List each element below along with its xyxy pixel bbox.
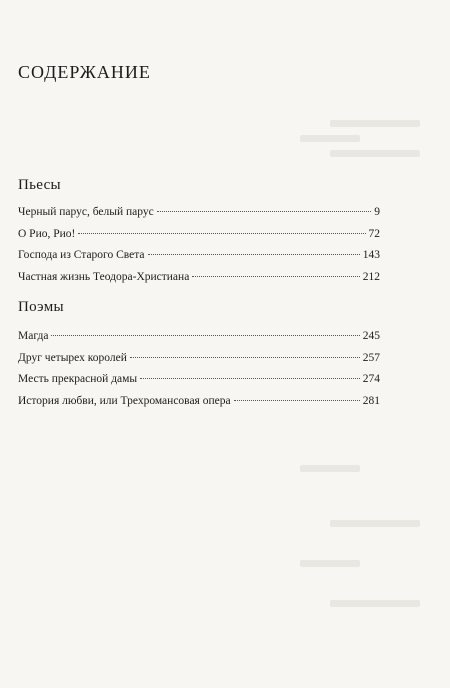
toc-entry-title: Магда xyxy=(18,330,49,342)
toc-entry-title: История любви, или Трехромансовая опера xyxy=(18,394,231,407)
toc-entry-page: 274 xyxy=(362,373,380,385)
toc-entry[interactable] xyxy=(18,330,380,352)
toc-entry-page: 281 xyxy=(362,394,380,407)
toc-entry[interactable] xyxy=(18,352,380,374)
toc-entry-page: 212 xyxy=(362,270,380,283)
toc-entry-page: 245 xyxy=(362,330,380,342)
dot-leader xyxy=(51,334,359,336)
dot-leader xyxy=(130,356,360,358)
toc-entry-title: Друг четырех королей xyxy=(18,351,127,364)
section-heading-plays: Пьесы xyxy=(18,177,61,193)
toc-entry-page: 72 xyxy=(368,227,380,240)
dot-leader xyxy=(140,377,360,379)
toc-entry-title: Частная жизнь Теодора-Христиана xyxy=(18,270,190,283)
toc-entry[interactable] xyxy=(18,395,380,417)
dot-leader xyxy=(157,210,372,212)
toc-entry-page: 257 xyxy=(362,351,380,364)
toc-entry-title: Месть прекрасной дамы xyxy=(18,373,138,385)
dot-leader xyxy=(234,399,360,401)
toc-entry[interactable] xyxy=(18,206,380,228)
toc-entry-title: О Рио, Рио! xyxy=(18,227,76,240)
toc-entry[interactable] xyxy=(18,228,380,250)
section-heading-poems: Поэмы xyxy=(18,299,64,315)
toc-list-poems xyxy=(18,330,380,416)
toc-entry-page: 143 xyxy=(362,249,380,261)
toc-entry[interactable] xyxy=(18,271,380,293)
toc-entry[interactable] xyxy=(18,249,380,271)
toc-entry[interactable] xyxy=(18,373,380,395)
toc-list-plays xyxy=(18,206,380,292)
dot-leader xyxy=(78,232,365,234)
dot-leader xyxy=(148,253,360,255)
toc-entry-page: 9 xyxy=(374,206,380,218)
page-title: СОДЕРЖАНИЕ xyxy=(18,62,151,83)
toc-entry-title: Господа из Старого Света xyxy=(18,249,145,261)
dot-leader xyxy=(192,275,359,277)
toc-entry-title: Черный парус, белый парус xyxy=(18,206,154,218)
